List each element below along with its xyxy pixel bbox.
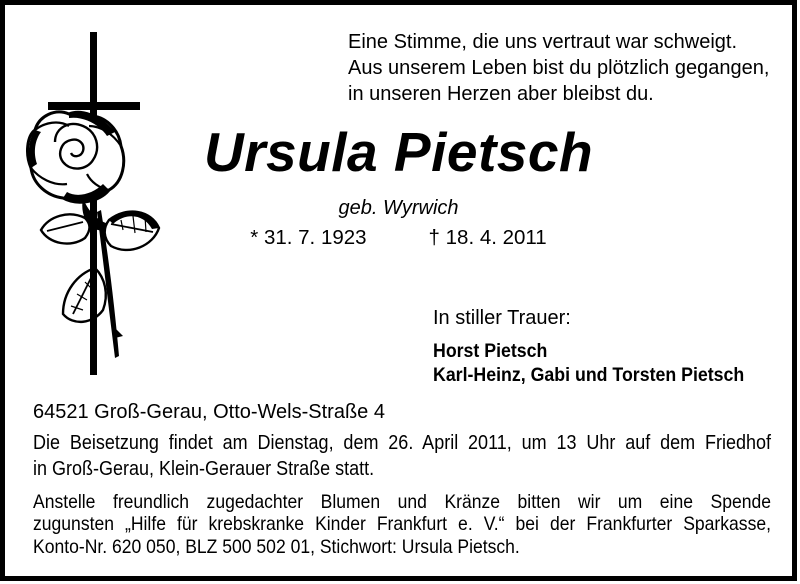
donation-line: zugunsten „Hilfe für krebskranke Kinder Frankfurt e. V.“ bei der Frankfurter Sparkasse, <box>33 513 771 536</box>
donation-line: Anstelle freundlich zugedachter Blumen und Kränze bitten wir um eine Spende <box>33 491 771 513</box>
mourning-intro: In stiller Trauer: <box>433 307 571 329</box>
donation-paragraph <box>33 491 800 558</box>
life-dates <box>0 226 797 250</box>
mourner-list <box>433 339 744 387</box>
address-line: 64521 Groß-Gerau, Otto-Wels-Straße 4 <box>33 401 385 423</box>
epigraph-line: Aus unserem Leben bist du plötzlich gegangen, <box>348 57 770 79</box>
deceased-name: Ursula Pietsch <box>203 121 594 183</box>
donation-line: Konto-Nr. 620 050, BLZ 500 502 01, Stichwort: Ursula Pietsch. <box>33 535 520 558</box>
maiden-name: geb. Wyrwich <box>338 197 459 219</box>
mourner-name: Karl-Heinz, Gabi und Torsten Pietsch <box>433 364 745 386</box>
epigraph-verse <box>348 29 769 107</box>
burial-paragraph <box>33 430 800 482</box>
epigraph-line: Eine Stimme, die uns vertraut war schweigt. <box>348 31 738 53</box>
birth-date: * 31. 7. 1923 <box>250 226 367 249</box>
burial-line: Die Beisetzung findet am Dienstag, dem 26. April 2011, um 13 Uhr auf dem Friedhof <box>33 432 771 454</box>
death-date: † 18. 4. 2011 <box>428 226 547 249</box>
burial-line: in Groß-Gerau, Klein-Gerauer Straße statt. <box>33 458 375 480</box>
mourner-name: Horst Pietsch <box>433 340 548 362</box>
mourning-section <box>433 307 775 387</box>
cross-shaft <box>90 230 97 375</box>
epigraph-line: in unseren Herzen aber bleibst du. <box>348 83 654 105</box>
